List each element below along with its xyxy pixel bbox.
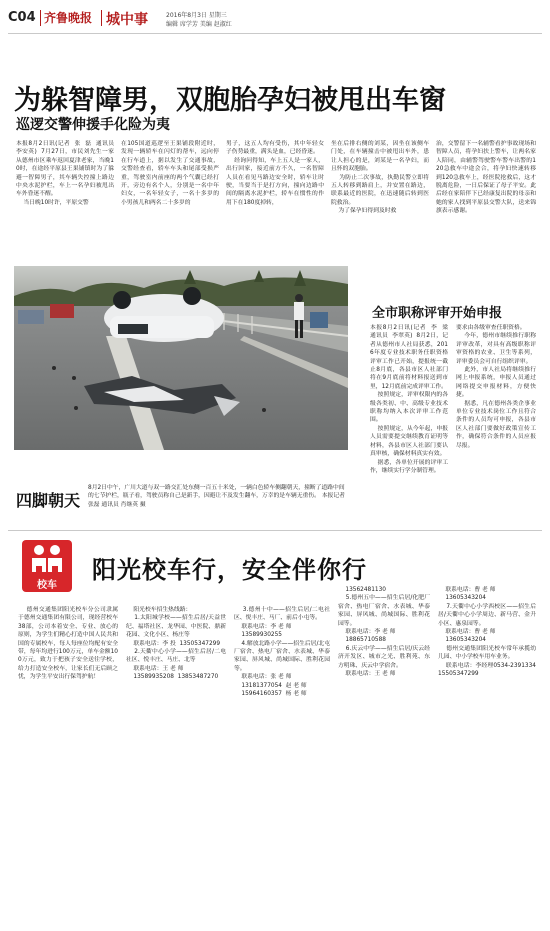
section-rule [8,530,542,531]
promo-col5: 联系电话：曹 老 师 13605343204 7.天衢中心小学西校区——招生后居/天衢中心小学周边、新马营、金升小区、惠泉园等。 联系电话：曹 老 师 13605343204 德州交通集团阳光校车常年承揽幼儿园、中小学校车用车业务。 联系电话：李经理0534-2391334 15505347299 [438,587,537,678]
promo-col2: 阳光校车招生热线路： 1.太阳城学校——招生后居/天益世纪、福塔社区、龙华园、中医院、鼎新花园、文化小区、杨庄等 联系电话：李 投 13505347299 2.天衢中心小学——招生后居/二电社区、悦丰庄、马庄、北等 联系电话：王 老 师 13589935208 13853487270 [126,607,227,681]
exam-body-col1: 本报8月2日讯(记者 李 梁 通讯员 李翠英) 8月2日，记者从德州市人社局获悉，2016年度专业技术职务任职资格评审工作已开始，提报统一截止8月底，各县市区人社部门将在9月底前将材料报送到市里，12月底前完成评审工作。 按照规定，评审权限内的各级各类初、中、高级专业技术职称均纳入本次评审工作范围。 按照规定，从今年起，申报人员需要提交继续教育证明等材料，各县市区人社部门要认真审核，确保材料真实有效。 据悉，各单位开展的评审工作，继续实行学分制管理。 [370,325,448,474]
staff-line: 编辑 席学芳 美编 赵淑红 [166,21,232,28]
photo-caption: 8月2日中午，广川大道与双一路交汇处东侧一百五十米处，一辆白色轿车侧翻朝天，撞断了道路中间的七节护栏，瓶子看，驾驶员称自己是新手，因避让不及发生翻车，万幸的是车辆无重伤。 本报记者 张磊 通讯员 肖继英 摄 [88,485,345,508]
lead-subheadline: 巡逻交警伸援手化险为夷 [16,117,170,133]
section-name: 城中事 [106,12,148,28]
page-number: C04 [8,10,36,25]
header-divider [101,10,102,26]
promo-col4: 13562481130 5.德州五中——招生后居/化肥厂宿舍、热电厂宿舍、水表城、华泰家园、屏风城、尚城国际、胜利花园等。 联系电话：李 老 师 18865710588 6.庆云中学——招生后居/庆云经济开发区、城市之光、胜利苑、东方明珠、庆云中学宿舍。 联系电话：王 老 师 [338,587,431,678]
lead-body-col4: 坐在后排右侧的刘某，因坐在该侧车门处，在车辆撞击中被甩出车外，患让人担心的是，刘某是一名孕妇，而且怀的双胞胎。 为防止二次事故，执勤民警立即将五人转移到路肩上，并安置在路边，联系最近的医院，在迅速随后转到医院救治。 为了保孕妇得到及时救 [331,141,429,215]
school-bus-logo [22,540,72,592]
lead-body-col2: 在105国道巡逻至王果铺段附近时，发现一辆轿车在闪灯的帮车，远向停在行车道上，据以发生了交通事故，交警经查看，轿车车头和尾部受损严重，驾驶室内前座的两个气囊已经打开，旁边有名个人，分别是一名中年妇女，一名年轻女子，一名十多岁的小男孩儿和两名二十多岁的 [121,141,219,206]
lead-body-col5: 治，交警留下一名辅警看护事故现场和智障人员，将孕妇扶上警车，让两名家人陪同，由辅警驾驶警车警车出警的120急救车中途会合，将孕妇快速转移到120急救车上，经医院抢救后，这才脱离危险，一日后保证了母子平安。此后经在家陪伴下已经康复出院的母亲和她的家人找到平原县交警大队，送来锦旗表示感谢。 [436,141,536,215]
header-divider [40,10,41,26]
date-line: 2016年8月3日 星期三 [166,12,227,19]
exam-body-col2: 要求由各级审查任职资格。 今年，德州市继续推行职称评审改革，对具有高级职称评审资格的农业、卫生等系列，评审委员会可自行组织评审。 此外，市人社局将继续推行网上申报系统，申报人员通过网络提交申报材料，方便快捷。 据悉，凡在德州各类企事业单位专业技术岗位工作且符合条件的人员均可申报，各县市区人社部门要做好政策宣传工作，确保符合条件的人员应报尽报。 [456,325,536,449]
lead-headline: 为躲智障男，双胞胎孕妇被甩出车窗 [14,85,446,116]
photo-story-title: 四脚朝天 [16,491,81,510]
newspaper-brand: 齐鲁晚报 [44,11,93,25]
page-header [0,0,550,40]
overturned-car-image [14,266,348,450]
logo-text: 校车 [37,580,57,591]
accident-photo [14,266,348,450]
header-rule [8,33,542,34]
lead-body-col3: 男子，这五人均有受伤，其中年轻女子伤势最重，满头是血，已经昏迷。 经询问得知，车上五人是一家人，出行回家，接近前方不久，一名智障人员在看见马路边安全时，轿车让时驶，当要当于是打方向，撞向边路中间的隔离水泥护栏，轿车在惯性的作用下在180度掉转， [226,141,324,206]
promo-headline: 阳光校车行，安全伴你行 [92,556,367,584]
promo-col3: 3.德州十中——招生后居/二电社区、悦丰庄、马厂、前后小屯等。 联系电话：李 老 师 13589930255 4.解放北路小学——招生后居/北屯厂宿舍、热电厂宿舍、水表城、华泰家园、屏风城、尚城国际、胜利花园等。 联系电话：张 老 师 13181377054 赵 老 师 15964160357 杨 老 师 [234,607,331,698]
exam-headline: 全市职称评审开始申报 [372,306,503,321]
lead-body-col1: 本报8月2日讯(记者 张 磊 通讯员 李安英) 7月27日，市民刘先生一家从德州市区乘车返回夏津老家，当晚10时，在途经平原县王果铺镇时为了躲避一智障男子，其车辆失控撞上路边中央水泥护栏，车上一名孕妇被甩出车外昏迷不醒。 当日晚10时许，平原交警 [16,141,114,206]
promo-col1: 德州交通集团阳光校车分公司隶属于德州交通集团有限公司，现经营校车38部，公司本着安全、专业、放心的原则，为学生们精心打造中国人民共和国的专属校车，每人每座位均配有安全带，每年均进行100万元，单车金额100万元，致力于把孩子安全送往学校，给力打造安全校车，让家长们无后顾之忧，为学生平安出行保驾护航！ [18,607,118,681]
